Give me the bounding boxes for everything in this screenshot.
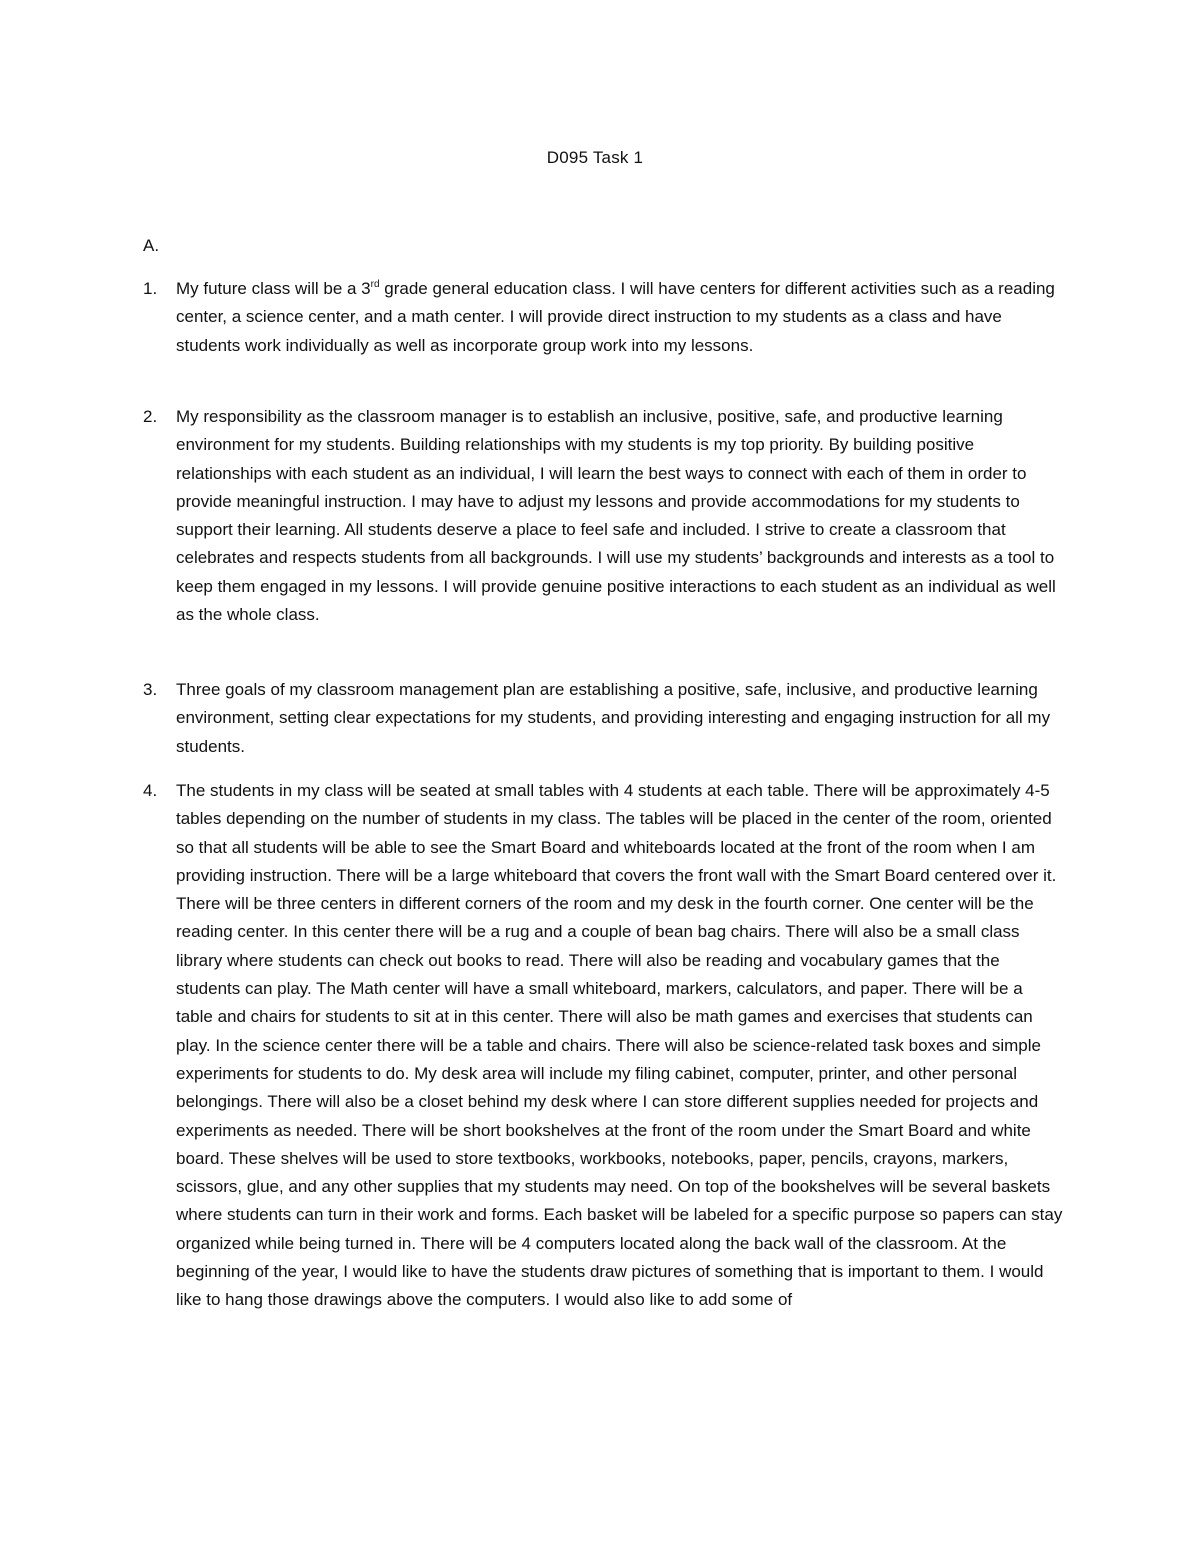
list-item-number: 4. bbox=[143, 781, 158, 800]
list-item bbox=[143, 403, 1063, 629]
list-item-number: 3. bbox=[143, 680, 158, 699]
document-title: D095 Task 1 bbox=[546, 148, 644, 167]
list-item-text: Three goals of my classroom management plan are establishing a positive, safe, inclusive, and productive learning environment, setting clear expectations for my students, and providing interesting and engaging instruction for all my students. bbox=[176, 680, 1051, 756]
list-item-text: The students in my class will be seated at small tables with 4 students at each table. There will be approximately 4-5 tables depending on the number of students in my class. The tables will be placed in the center of the room, oriented so that all students will be able to see the Smart Board and whiteboards located at the front of the room when I am providing instruction. There will be a large whiteboard that covers the front wall with the Smart Board centered over it. There will be three centers in different corners of the room and my desk in the fourth corner. One center will be the reading center. In this center there will be a rug and a couple of bean bag chairs. There will also be a small class library where students can check out books to read. There will also be reading and vocabulary games that the students can play. The Math center will have a small whiteboard, markers, calculators, and paper. There will be a table and chairs for students to sit at in this center. There will also be math games and exercises that students can play. In the science center there will be a table and chairs. There will also be science-related task boxes and simple experiments for students to do. My desk area will include my filing cabinet, computer, printer, and other personal belongings. There will also be a closet behind my desk where I can store different supplies needed for projects and experiments as needed. There will be short bookshelves at the front of the room under the Smart Board and white board. These shelves will be used to store textbooks, workbooks, notebooks, paper, pencils, crayons, markers, scissors, glue, and any other supplies that my students may need. On top of the bookshelves will be several baskets where students can turn in their work and forms. Each basket will be labeled for a specific purpose so papers can stay organized while being turned in. There will be 4 computers located along the back wall of the classroom. At the beginning of the year, I would like to have the students draw pictures of something that is important to them. I would like to hang those drawings above the computers. I would also like to add some of bbox=[176, 781, 1063, 1310]
list-item-text-part: grade general education class. I will have centers for different activities such as a reading center, a science center, and a math center. I will provide direct instruction to my students as a class and have students work individually as well as incorporate group work into my lessons. bbox=[176, 279, 1055, 355]
list-item-number: 2. bbox=[143, 407, 158, 426]
list-item-text-part: My future class will be a 3 bbox=[176, 279, 371, 298]
list-item-number: 1. bbox=[143, 279, 158, 298]
section-label: A. bbox=[143, 236, 160, 255]
list-item bbox=[143, 275, 1063, 360]
list-item bbox=[143, 777, 1063, 1315]
list-item-text bbox=[176, 275, 1063, 360]
list-item bbox=[143, 676, 1063, 761]
list-item-text: My responsibility as the classroom manager is to establish an inclusive, positive, safe, and productive learning environment for my students. Building relationships with my students is my top priority. By building positive relationships with each student as an individual, I will learn the best ways to connect with each of them in order to provide meaningful instruction. I may have to adjust my lessons and provide accommodations for my students to support their learning. All students deserve a place to feel safe and included. I strive to create a classroom that celebrates and respects students from all backgrounds. I will use my students’ backgrounds and interests as a tool to keep them engaged in my lessons. I will provide genuine positive interactions to each student as an individual as well as the whole class. bbox=[176, 407, 1056, 625]
ordinal-suffix: rd bbox=[370, 279, 380, 290]
